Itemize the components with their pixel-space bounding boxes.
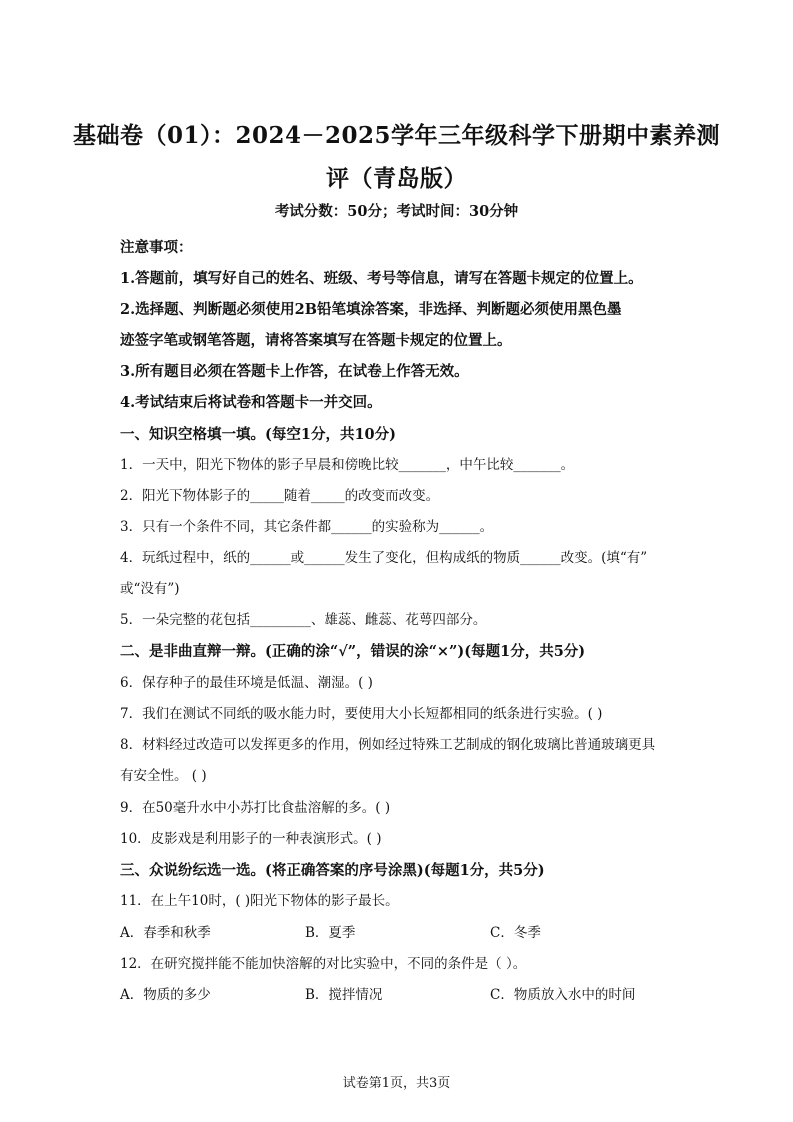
- notice-item: 1.答题前，填写好自己的姓名、班级、考号等信息，请写在答题卡规定的位置上。: [120, 270, 643, 287]
- question-line: 10．皮影戏是利用影子的一种表演形式。( ): [120, 831, 382, 847]
- option-c: C．物质放入水中的时间: [490, 987, 636, 1003]
- question-line: 或“没有”): [120, 581, 180, 597]
- option-a: A．物质的多少: [120, 987, 211, 1003]
- page-footer: 试卷第1页，共3页: [342, 1076, 451, 1091]
- exam-info: 考试分数：50分；考试时间：30分钟: [274, 203, 519, 220]
- option-c: C．冬季: [490, 925, 541, 941]
- notice-heading: 注意事项：: [120, 239, 193, 256]
- option-a: A．春季和秋季: [120, 925, 211, 941]
- question-line: 7．我们在测试不同纸的吸水能力时，要使用大小长短都相同的纸条进行实验。( ): [120, 706, 603, 722]
- question-line: 有安全性。 ( ): [120, 768, 207, 784]
- question-line: 11．在上午10时，( )阳光下物体的影子最长。: [120, 893, 399, 909]
- question-line: 12．在研究搅拌能不能加快溶解的对比实验中，不同的条件是（ ）。: [120, 956, 527, 972]
- notice-item: 3.所有题目必须在答题卡上作答，在试卷上作答无效。: [120, 363, 469, 380]
- notice-item: 2.选择题、判断题必须使用2B铅笔填涂答案，非选择、判断题必须使用黑色墨: [120, 301, 622, 318]
- question-line: 1．一天中，阳光下物体的影子早晨和傍晚比较_______，中午比较_______。: [120, 457, 575, 473]
- exam-title-line-1: 基础卷（01）：2024－2025学年三年级科学下册期中素养测: [72, 122, 721, 149]
- section-1-heading: 一、知识空格填一填。(每空1分，共10分): [120, 426, 396, 443]
- section-3-heading: 三、众说纷纭选一选。(将正确答案的序号涂黑)(每题1分，共5分): [120, 862, 545, 879]
- notice-item: 迹签字笔或钢笔答题，请将答案填写在答题卡规定的位置上。: [120, 332, 512, 349]
- question-line: 2．阳光下物体影子的_____随着_____的改变而改变。: [120, 488, 440, 504]
- exam-title-line-2: 评（青岛版）: [326, 165, 467, 192]
- question-line: 8．材料经过改造可以发挥更多的作用，例如经过特殊工艺制成的钢化玻璃比普通玻璃更具: [120, 737, 656, 753]
- section-2-heading: 二、是非曲直辩一辩。(正确的涂“√”，错误的涂“×”)(每题1分，共5分): [120, 643, 586, 660]
- question-line: 3．只有一个条件不同，其它条件都______的实验称为______。: [120, 519, 494, 535]
- option-b: B．夏季: [305, 925, 356, 941]
- notice-item: 4.考试结束后将试卷和答题卡一并交回。: [120, 394, 382, 411]
- question-line: 9．在50毫升水中小苏打比食盐溶解的多。( ): [120, 800, 391, 816]
- question-line: 5．一朵完整的花包括_________、雄蕊、雌蕊、花萼四部分。: [120, 612, 487, 628]
- question-line: 6．保存种子的最佳环境是低温、潮湿。( ): [120, 675, 373, 691]
- question-line: 4．玩纸过程中，纸的______或______发生了变化，但构成纸的物质______改变。(填“有”: [120, 550, 648, 566]
- option-b: B．搅拌情况: [305, 987, 383, 1003]
